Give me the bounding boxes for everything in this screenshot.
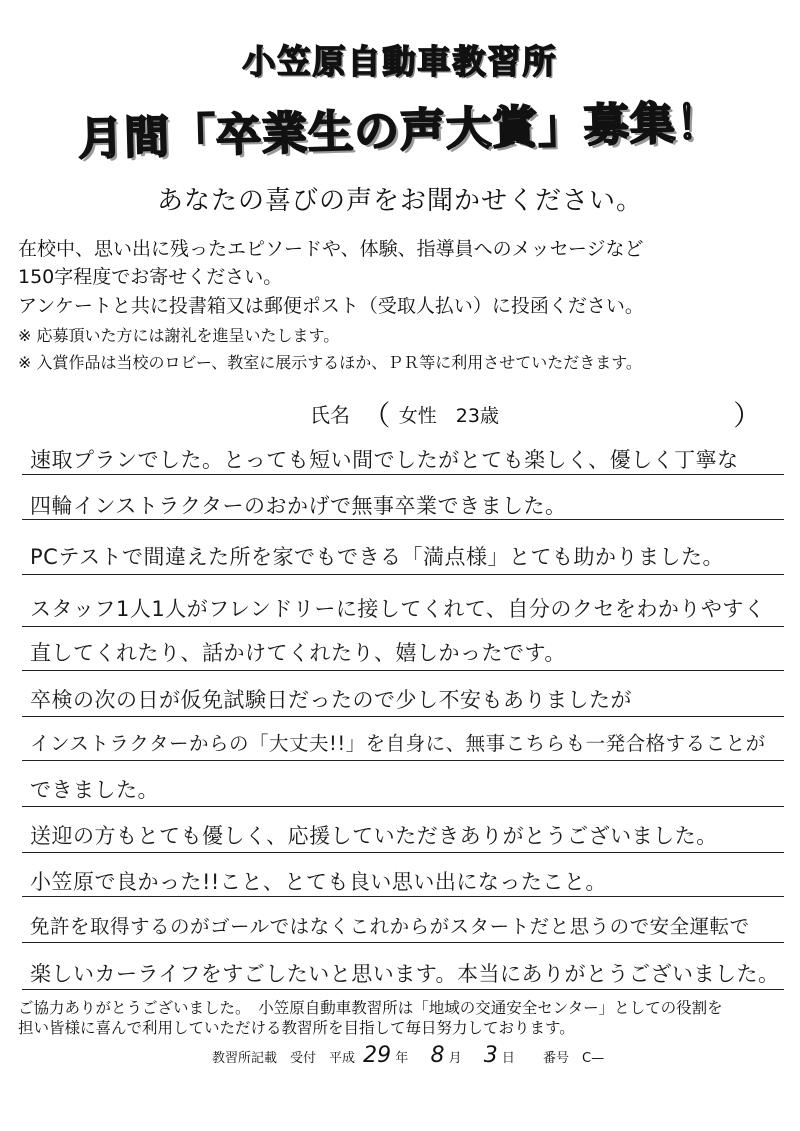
handwritten-line-3: PCテストで間違えた所を家でもできる「満点様」とても助かりました。 (30, 545, 724, 569)
ruled-line (22, 474, 784, 475)
handwritten-line-5: 直してくれたり、話かけてくれたり、嬉しかったです。 (30, 641, 566, 665)
note-display: ※ 入賞作品は当校のロビー、教室に展示するほか、ＰＲ等に利用させていただきます。 (18, 353, 642, 372)
instruction-line-3: アンケートと共に投書箱又は郵便ポスト（受取人払い）に投函ください。 (18, 295, 644, 317)
record-year: 29 (363, 1043, 392, 1068)
handwritten-line-7: インストラクターからの「大丈夫!!」を自身に、無事こちらも一発合格することが (30, 732, 766, 755)
instruction-line-2: 150字程度でお寄せください。 (18, 266, 283, 288)
handwritten-line-8: できました。 (30, 778, 159, 802)
record-year-unit: 年 (395, 1051, 409, 1066)
handwritten-line-1: 速取プランでした。とっても短い間でしたがとても楽しく、優しく丁寧な (30, 448, 739, 472)
footer-line-2: 担い皆様に喜んで利用していただける教習所を目指して毎日努力しております。 (18, 1019, 575, 1037)
school-name: 小笠原自動車教習所 (242, 42, 558, 81)
record-month-unit: 月 (448, 1051, 462, 1066)
name-label: 氏名 (310, 403, 350, 427)
record-day-unit: 日 (501, 1051, 515, 1066)
ruled-line (22, 574, 784, 575)
footer-line-1: ご協力ありがとうございました。 小笠原自動車教習所は「地域の交通安全センター」としての役割を (18, 999, 723, 1017)
instruction-line-1: 在校中、思い出に残ったエピソードや、体験、指導員へのメッセージなど (18, 238, 644, 260)
record-month: 8 (430, 1043, 445, 1068)
ruled-line (22, 942, 784, 943)
ruled-line (22, 716, 784, 717)
handwritten-line-10: 小笠原で良かった!!こと、とても良い思い出になったこと。 (30, 870, 607, 894)
handwritten-line-12: 楽しいカーライフをすごしたいと思います。本当にありがとうございました。 (30, 962, 780, 986)
ruled-line (22, 760, 784, 761)
ruled-line (22, 989, 784, 990)
handwritten-line-11: 免許を取得するのがゴールではなくこれからがスタートだと思うので安全運転で (30, 915, 750, 938)
name-value: 女性 23歳 (398, 405, 499, 427)
record-label: 教習所記載 受付 平成 (212, 1051, 356, 1066)
note-reward: ※ 応募頂いた方には謝礼を進呈いたします。 (18, 326, 340, 345)
handwritten-line-6: 卒検の次の日が仮免試験日だったので少し不安もありましたが (30, 688, 632, 712)
campaign-headline: 月間「卒業生の声大賞」募集！ (77, 95, 723, 166)
ruled-line (22, 852, 784, 853)
record-number: 番号 C— (543, 1051, 605, 1066)
ruled-line (22, 670, 784, 671)
ruled-line (22, 626, 784, 627)
subtitle: あなたの喜びの声をお聞かせください。 (156, 186, 643, 216)
record-row (212, 1043, 604, 1068)
handwritten-line-9: 送迎の方もとても優しく、応援していただきありがとうございました。 (30, 824, 718, 848)
handwritten-line-2: 四輪インストラクターのおかげで無事卒業できました。 (30, 494, 567, 518)
handwritten-line-4: スタッフ1人1人がフレンドリーに接してくれて、自分のクセをわかりやすく (30, 597, 766, 621)
ruled-line (22, 896, 784, 897)
name-close-paren: ） (733, 399, 762, 432)
record-day: 3 (483, 1043, 498, 1068)
name-open-paren: （ (362, 399, 391, 432)
name-field (310, 394, 761, 434)
ruled-line (22, 806, 784, 807)
